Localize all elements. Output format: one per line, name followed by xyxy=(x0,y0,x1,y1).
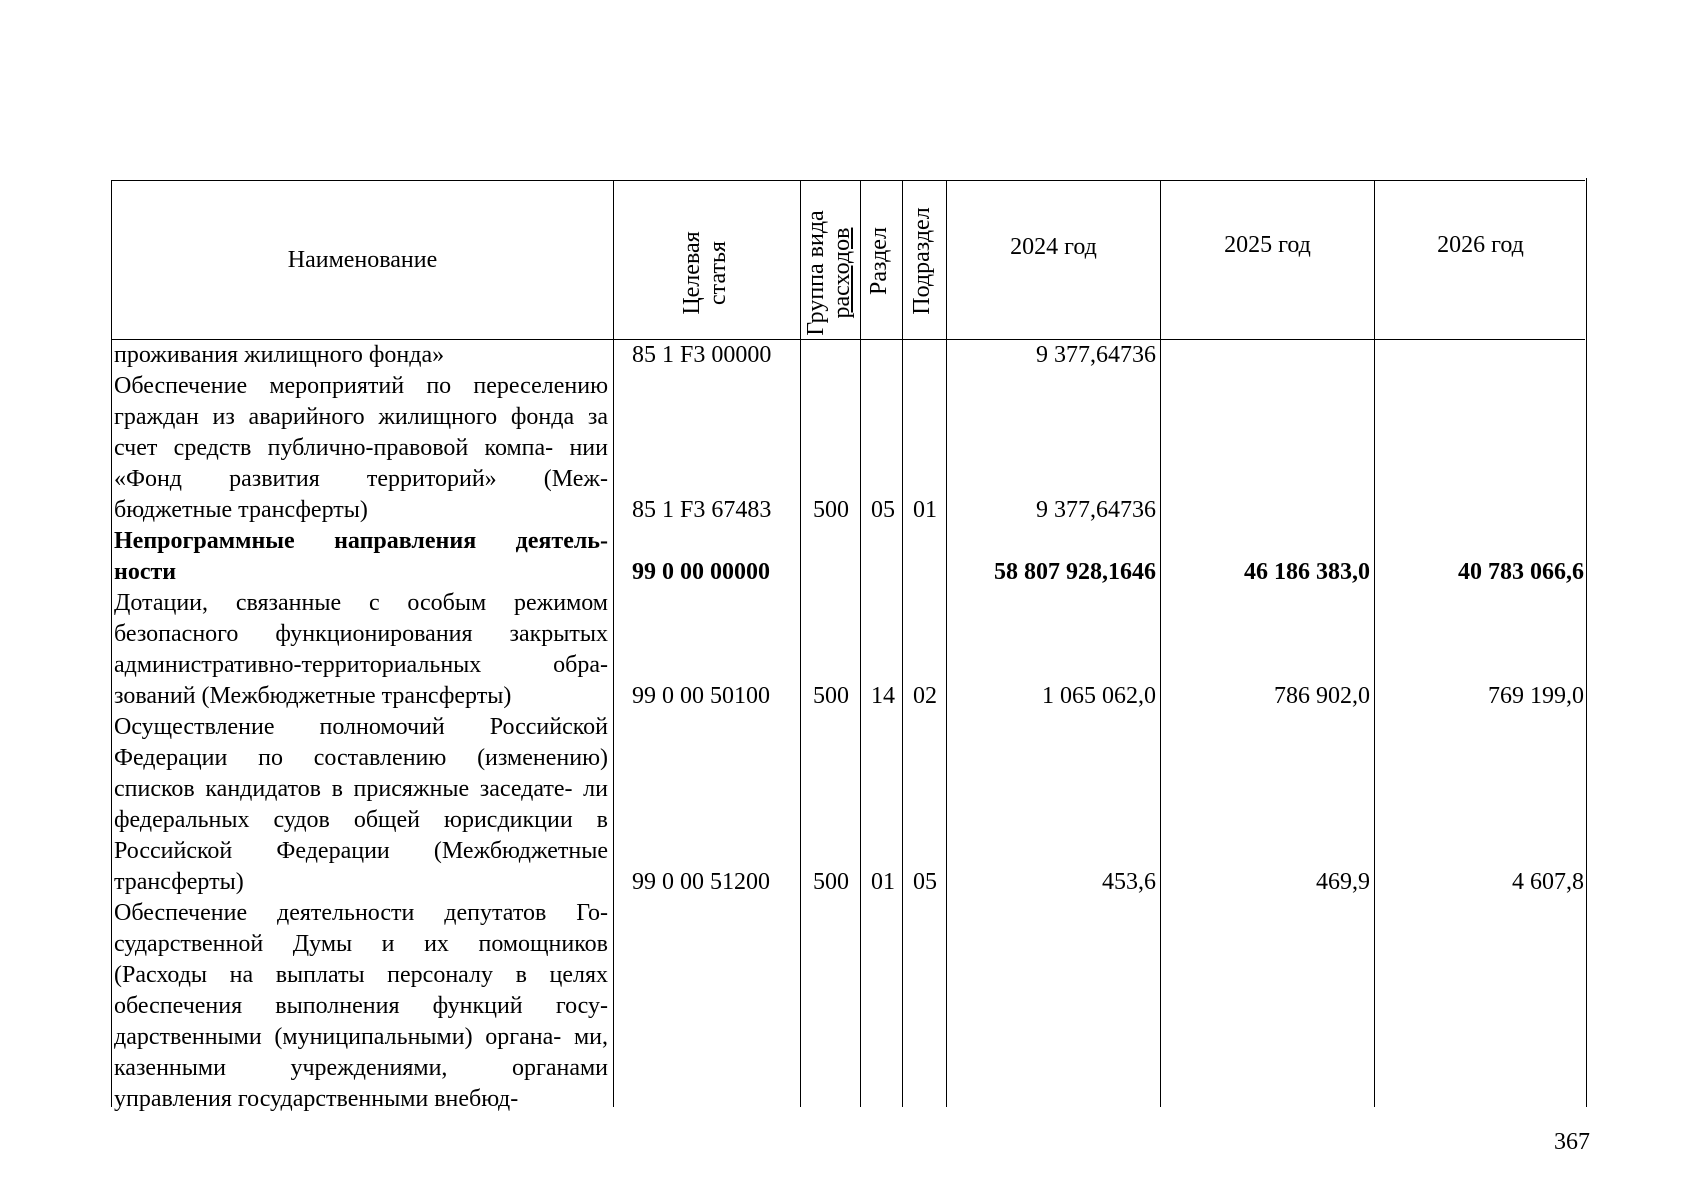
row-target-code: 85 1 F3 00000 xyxy=(632,342,772,368)
row-description: Обеспечение мероприятий по переселению граждан из аварийного жилищного фонда за счет средств публично-правовой компа- нии «Фонд развития территорий» (Меж- бюджетные трансферты) xyxy=(114,373,608,523)
header-expense-group-line2: расходов xyxy=(829,227,855,319)
row-target-code: 85 1 F3 67483 xyxy=(632,497,772,523)
header-expense-group-line1: Группа вида xyxy=(803,210,829,336)
col-border-1 xyxy=(613,180,614,1107)
header-target-article xyxy=(679,193,733,353)
row-amount-2024: 58 807 928,1646 xyxy=(994,559,1156,585)
header-section: Раздел xyxy=(866,227,892,295)
row-amount-2025: 46 186 383,0 xyxy=(1244,559,1370,585)
row-subsection: 05 xyxy=(913,869,937,895)
row-amount-2026: 4 607,8 xyxy=(1512,869,1584,895)
col-border-0 xyxy=(111,180,112,1107)
row-description: Обеспечение деятельности депутатов Го- сударственной Думы и их помощников (Расходы на выплаты персоналу в целях обеспечения выполнения функций госу- дарственными (муниципальными) органа- ми, казенными учреждениями, органами управления государственными внебюд- xyxy=(114,900,608,1112)
col-border-2 xyxy=(800,180,801,1107)
header-subsection: Подраздел xyxy=(909,207,935,315)
row-target-code: 99 0 00 00000 xyxy=(632,559,770,585)
col-border-4 xyxy=(902,180,903,1107)
row-section: 05 xyxy=(871,497,895,523)
row-description: Дотации, связанные с особым режимом безопасного функционирования закрытых административно-территориальных обра- зований (Межбюджетные трансферты) xyxy=(114,590,608,709)
header-expense-group xyxy=(803,193,857,353)
header-target-article-line2: статья xyxy=(705,241,731,305)
row-amount-2024: 9 377,64736 xyxy=(1036,497,1156,523)
col-border-5 xyxy=(946,180,947,1107)
header-name: Наименование xyxy=(287,247,438,273)
row-amount-2024: 9 377,64736 xyxy=(1036,342,1156,368)
col-border-8 xyxy=(1586,178,1587,1107)
row-section: 01 xyxy=(871,869,895,895)
row-amount-2025: 786 902,0 xyxy=(1274,683,1370,709)
row-target-code: 99 0 00 51200 xyxy=(632,869,770,895)
row-amount-2024: 453,6 xyxy=(1102,869,1156,895)
row-amount-2024: 1 065 062,0 xyxy=(1042,683,1156,709)
row-expense-group: 500 xyxy=(813,497,849,523)
row-target-code: 99 0 00 50100 xyxy=(632,683,770,709)
row-subsection: 01 xyxy=(913,497,937,523)
row-description: проживания жилищного фонда» xyxy=(114,342,445,368)
header-year-2025: 2025 год xyxy=(1224,232,1311,258)
header-target-article-line1: Целевая xyxy=(679,231,705,315)
row-subsection: 02 xyxy=(913,683,937,709)
table-top-border xyxy=(111,180,1585,181)
header-year-2026: 2026 год xyxy=(1437,232,1524,258)
page-number: 367 xyxy=(1554,1129,1590,1155)
row-expense-group: 500 xyxy=(813,869,849,895)
col-border-6 xyxy=(1160,180,1161,1107)
col-border-7 xyxy=(1374,180,1375,1107)
row-amount-2026: 769 199,0 xyxy=(1488,683,1584,709)
col-border-3 xyxy=(860,180,861,1107)
row-amount-2026: 40 783 066,6 xyxy=(1458,559,1584,585)
row-expense-group: 500 xyxy=(813,683,849,709)
row-amount-2025: 469,9 xyxy=(1316,869,1370,895)
header-year-2024: 2024 год xyxy=(1010,234,1097,260)
row-description: Непрограммные направления деятель- ности xyxy=(114,528,608,585)
row-description: Осуществление полномочий Российской Федерации по составлению (изменению) списков кандидатов в присяжные заседате- ли федеральных судов общей юрисдикции в Российской Федерации (Межбюджетные трансферты) xyxy=(114,714,608,895)
row-section: 14 xyxy=(871,683,895,709)
